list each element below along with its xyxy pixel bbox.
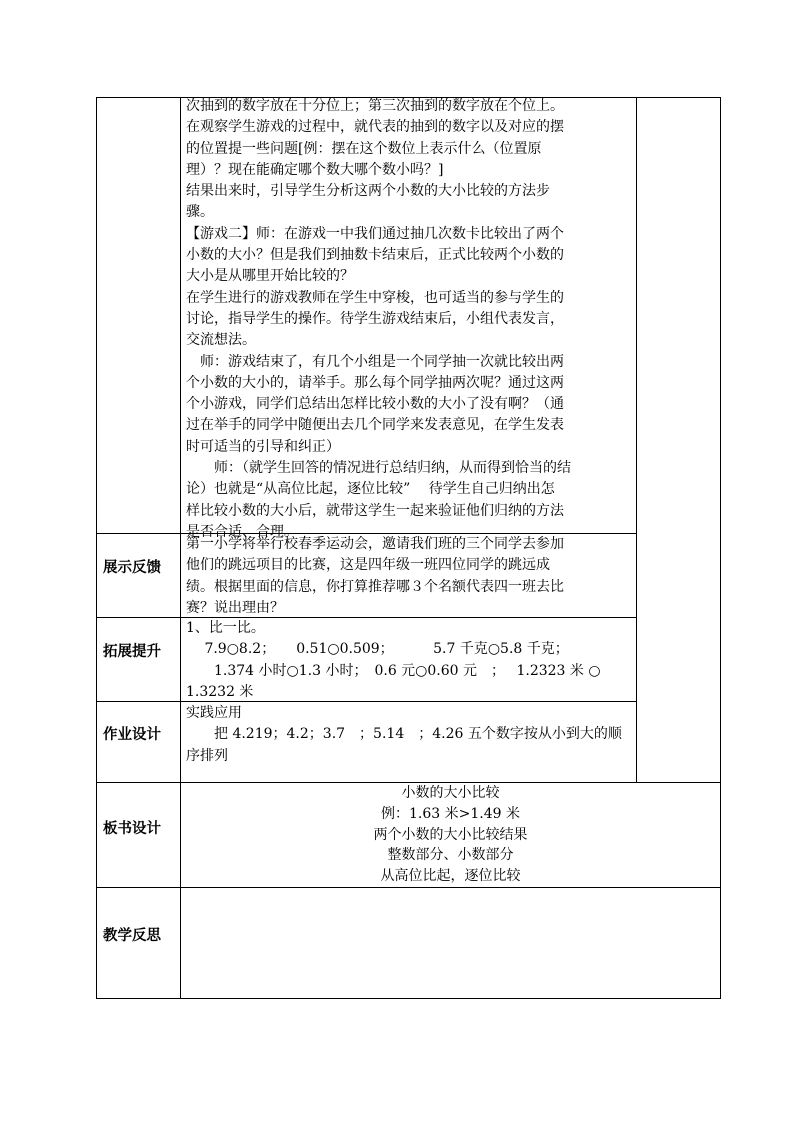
text-line: 1、比一比。 bbox=[186, 620, 265, 636]
text-line: 【游戏二】师：在游戏一中我们通过抽几次数卡比较出了两个 bbox=[186, 225, 564, 242]
text-line: 1.374 小时○1.3 小时； 0.6 元○0.60 元 ； 1.2323 米 ○ bbox=[186, 662, 601, 679]
text-line: 过在举手的同学中随便出去几个同学来发表意见，在学生发表 bbox=[186, 417, 564, 434]
text-line: 小数的大小？但是我们到抽数卡结束后，正式比较两个小数的 bbox=[186, 247, 564, 264]
notes-column-divider bbox=[636, 97, 637, 783]
homework-text bbox=[186, 703, 634, 767]
row-divider-5 bbox=[96, 887, 721, 888]
text-line: 大小是从哪里开始比较的？ bbox=[186, 268, 354, 285]
text-line: 在观察学生游戏的过程中，就代表的抽到的数字以及对应的摆 bbox=[186, 119, 564, 136]
text-line: 样比较小数的大小后，就带这学生一起来验证他们归纳的方法 bbox=[186, 502, 564, 519]
label-reflection: 教学反思 bbox=[103, 928, 161, 944]
text-line: 个小数的大小的，请举手。那么每个同学抽两次呢？通过这两 bbox=[186, 374, 564, 391]
text-line: 论）也就是“从高位比起，逐位比较” 待学生自己归纳出怎 bbox=[186, 481, 555, 498]
table-border-bottom bbox=[96, 998, 721, 999]
text-line: 小数的大小比较 bbox=[401, 785, 500, 801]
reflection-text bbox=[186, 890, 716, 994]
text-line: 1.3232 米 bbox=[186, 683, 254, 700]
text-line: 次抽到的数字放在十分位上；第三次抽到的数字放在个位上。 bbox=[186, 98, 564, 114]
text-line: 两个小数的大小比较结果 bbox=[373, 826, 528, 843]
teaching-process-text bbox=[186, 96, 634, 543]
text-line: 从高位比起，逐位比较 bbox=[380, 868, 521, 885]
text-line: 师：游戏结束了，有几个小组是一个同学抽一次就比较出两 bbox=[186, 353, 564, 370]
text-line: 赛？说出理由？ bbox=[186, 599, 284, 616]
text-line: 是否合适、合理。 bbox=[186, 523, 298, 540]
feedback-text bbox=[186, 534, 634, 619]
label-homework: 作业设计 bbox=[103, 727, 161, 743]
text-line: 整数部分、小数部分 bbox=[387, 847, 514, 864]
label-feedback: 展示反馈 bbox=[103, 560, 161, 576]
text-line: 第一小学将举行校春季运动会，邀请我们班的三个同学去参加 bbox=[186, 536, 564, 552]
label-board: 板书设计 bbox=[103, 821, 161, 837]
text-line: 个小游戏，同学们总结出怎样比较小数的大小了没有啊？（通 bbox=[186, 396, 564, 413]
text-line: 时可适当的引导和纠正） bbox=[186, 438, 340, 455]
table-border-right bbox=[720, 97, 721, 999]
text-line: 绩。根据里面的信息，你打算推荐哪３个名额代表四一班去比 bbox=[186, 578, 564, 595]
text-line: 结果出来时，引导学生分析这两个小数的大小比较的方法步 bbox=[186, 183, 550, 200]
text-line: 在学生进行的游戏教师在学生中穿梭，也可适当的参与学生的 bbox=[186, 289, 564, 306]
text-line: 他们的跳远项目的比赛，这是四年级一班四位同学的跳远成 bbox=[186, 557, 550, 574]
extension-text bbox=[186, 618, 634, 703]
text-line: 例：1.63 米>1.49 米 bbox=[381, 805, 520, 822]
text-line: 实践应用 bbox=[186, 705, 242, 721]
label-extension: 拓展提升 bbox=[103, 644, 161, 660]
text-line: 的位置提一些问题[例：摆在这个数位上表示什么（位置原 bbox=[186, 140, 542, 157]
table-border-left bbox=[96, 97, 97, 999]
text-line: 理）？现在能确定哪个数大哪个数小吗？] bbox=[186, 161, 444, 178]
text-line: 序排列 bbox=[186, 747, 228, 764]
text-line: 7.9○8.2； 0.51○0.509； 5.7 千克○5.8 千克； bbox=[186, 641, 569, 658]
board-design-text bbox=[181, 783, 720, 887]
text-line: 师：（就学生回答的情况进行总结归纳，从而得到恰当的结 bbox=[186, 460, 571, 477]
text-line: 讨论，指导学生的操作。待学生游戏结束后，小组代表发言， bbox=[186, 310, 564, 327]
text-line: 交流想法。 bbox=[186, 332, 256, 349]
text-line: 骤。 bbox=[186, 204, 214, 221]
text-line: 把 4.219；4.2；3.7 ；5.14 ；4.26 五个数字按从小到大的顺 bbox=[186, 726, 622, 743]
